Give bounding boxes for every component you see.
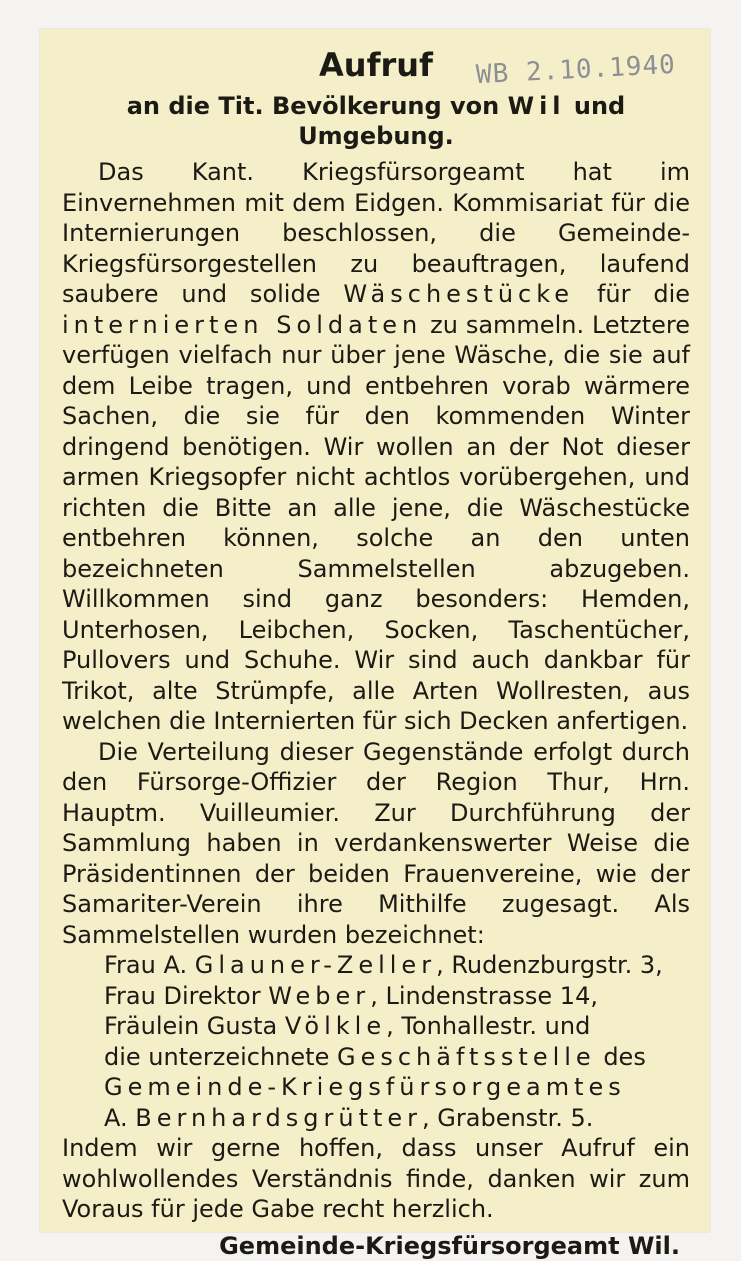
collection-point-item — [104, 950, 690, 981]
collection-point-prefix: A. — [104, 1103, 136, 1132]
collection-point-prefix: Frau A. — [104, 951, 195, 979]
paragraph-1 — [62, 157, 690, 737]
collection-point-item — [104, 1103, 690, 1134]
subtitle-town: Wil — [507, 92, 566, 120]
paragraph-2: Die Verteilung dieser Gegenstände erfolgt durch den Fürsorge-Offizier der Region Thur, Hrn. Hauptm. Vuilleumier. Zur Durchführung der Sammlung haben in verdankenswerter Weise die Präsidentinnen der beiden Frauenvereine, wie der Samariter-Verein ihre Mithilfe zugesagt. Als Sammelstellen wurden bezeichnet: — [62, 737, 690, 949]
collection-point-prefix: Fräulein Gusta — [104, 1012, 285, 1040]
paragraph-1-part: für die — [574, 280, 691, 308]
collection-point-item — [104, 981, 690, 1012]
collection-point-item — [104, 1042, 690, 1073]
handwritten-date-annotation: WB 2.10.1940 — [475, 49, 677, 91]
collection-point-name: Weber — [268, 981, 371, 1010]
paragraph-1-emphasis: Wäschestücke — [343, 280, 575, 308]
collection-point-name: Völkle — [284, 1012, 387, 1040]
paragraph-1-part: zu sammeln. Letztere verfügen vielfach nur über jene Wäsche, die sie auf dem Leibe tragen, und entbehren vorab wärmere Sachen, die sie für den kommenden Winter dringend benötigen. Wir wollen an der Not dieser armen Kriegsopfer nicht achtlos vorübergehen, und richten die Bitte an alle jene, die Wäschestücke entbehren können, solche an den unten bezeichneten Sammelstellen abzugeben. Willkommen sind ganz besonders: Hemden, Unterhosen, Leibchen, Socken, Taschentücher, Pullovers und Schuhe. Wir sind auch dankbar für Trikot, alte Strümpfe, alle Arten Wollresten, aus welchen die Internierten für sich Decken anfertigen. — [62, 310, 690, 735]
subtitle-text: an die Tit. Bevölkerung von — [126, 92, 508, 120]
paragraph-1-emphasis: internierten Soldaten — [62, 310, 423, 339]
collection-point-name: Gemeinde-Kriegsfürsorgeamtes — [104, 1073, 626, 1101]
collection-point-name: Geschäftsstelle — [336, 1042, 596, 1071]
newspaper-clipping — [40, 29, 710, 1260]
collection-point-prefix: die unterzeichnete — [104, 1042, 337, 1071]
collection-point-name: Glauner-Zeller — [194, 951, 437, 979]
closing-paragraph: Indem wir gerne hoffen, dass unser Aufruf ein wohlwollendes Verständnis finde, danken wir zum Voraus für jede Gabe recht herzlich. — [62, 1134, 690, 1223]
paragraph-1-part: Das Kant. Kriegsfürsorgeamt hat im Einvernehmen mit dem Eidgen. Kommisariat für die Internierungen beschlossen, die Gemeinde-Kriegsfürsorgestellen zu beauftragen, laufend saubere und solide — [62, 158, 690, 308]
collection-point-prefix: Frau Direktor — [104, 981, 269, 1010]
collection-point-address: des — [595, 1042, 646, 1071]
subtitle-text-end: und Umgebung. — [298, 92, 626, 150]
collection-point-address: , Rudenzburgstr. 3, — [436, 951, 663, 979]
collection-point-name: Bernhardsgrütter — [135, 1103, 423, 1132]
article-title: Aufruf — [319, 46, 433, 84]
collection-point-address: , Lindenstrasse 14, — [370, 981, 598, 1010]
collection-points-list — [104, 950, 690, 1133]
collection-point-address: , Grabenstr. 5. — [422, 1103, 594, 1132]
signature: Gemeinde-Kriegsfürsorgeamt Wil. — [219, 1231, 680, 1260]
collection-point-item — [104, 1011, 690, 1042]
collection-point-item — [104, 1072, 690, 1103]
article-subtitle — [62, 91, 690, 151]
article-body — [62, 45, 690, 1261]
collection-point-address: , Tonhallestr. und — [386, 1012, 591, 1040]
